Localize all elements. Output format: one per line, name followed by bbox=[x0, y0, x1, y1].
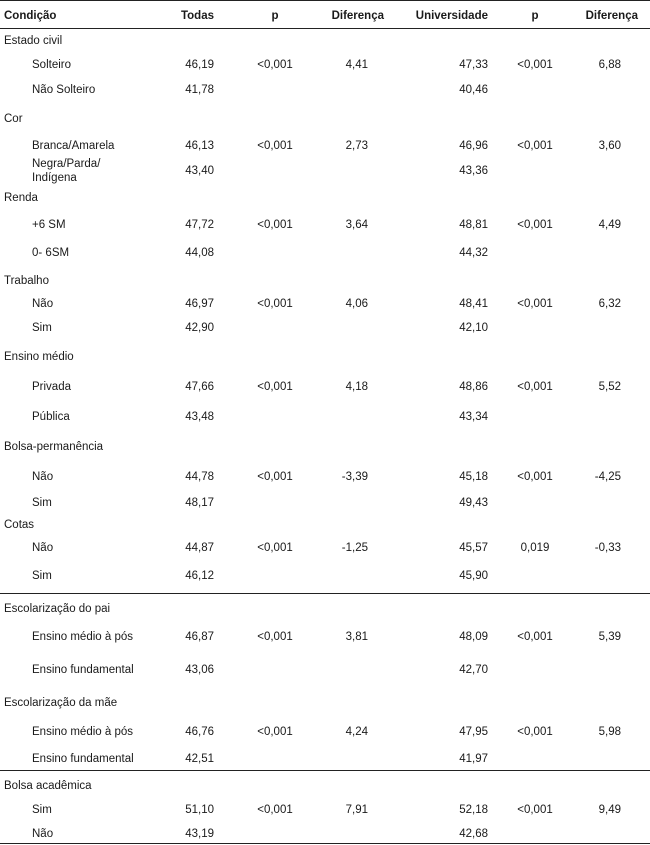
cell-todas: 47,66 bbox=[185, 381, 214, 393]
cell-p1: <0,001 bbox=[257, 804, 293, 816]
cell-todas: 47,72 bbox=[185, 219, 214, 231]
cell-todas: 46,87 bbox=[185, 631, 214, 643]
cell-dif1: 4,24 bbox=[345, 726, 368, 738]
cell-p2: <0,001 bbox=[517, 804, 553, 816]
cell-todas: 46,19 bbox=[185, 59, 214, 71]
row-label: Não Solteiro bbox=[32, 84, 96, 96]
group-label: Cotas bbox=[4, 519, 35, 531]
header-universidade: Universidade bbox=[415, 10, 488, 22]
cell-univ: 48,81 bbox=[459, 219, 488, 231]
row-label: Branca/Amarela bbox=[32, 140, 115, 152]
cell-todas: 46,97 bbox=[185, 298, 214, 310]
row-label-cont: Indígena bbox=[32, 172, 77, 184]
cell-p1: <0,001 bbox=[257, 542, 293, 554]
cell-todas: 48,17 bbox=[185, 497, 214, 509]
group-label: Escolarização do pai bbox=[4, 603, 111, 615]
cell-dif2: 6,32 bbox=[598, 298, 621, 310]
cell-p1: <0,001 bbox=[257, 140, 293, 152]
cell-dif2: 4,49 bbox=[598, 219, 621, 231]
cell-p2: <0,001 bbox=[517, 219, 553, 231]
cell-dif2: 5,39 bbox=[598, 631, 621, 643]
cell-p2: <0,001 bbox=[517, 298, 553, 310]
cell-p1: <0,001 bbox=[257, 726, 293, 738]
row-label: +6 SM bbox=[32, 219, 66, 231]
cell-univ: 43,34 bbox=[459, 411, 488, 423]
cell-p1: <0,001 bbox=[257, 298, 293, 310]
cell-p1: <0,001 bbox=[257, 471, 293, 483]
group-label: Escolarização da mãe bbox=[4, 697, 118, 709]
cell-univ: 42,70 bbox=[459, 664, 488, 676]
cell-dif2: -4,25 bbox=[594, 471, 621, 483]
cell-todas: 46,12 bbox=[185, 570, 214, 582]
cell-dif1: 7,91 bbox=[345, 804, 368, 816]
group-label: Estado civil bbox=[4, 35, 63, 47]
cell-univ: 41,97 bbox=[459, 753, 488, 765]
cell-dif1: -3,39 bbox=[341, 471, 368, 483]
cell-p2: <0,001 bbox=[517, 140, 553, 152]
row-label: Ensino médio à pós bbox=[32, 631, 134, 643]
section-rule bbox=[0, 593, 650, 594]
cell-univ: 47,95 bbox=[459, 726, 488, 738]
row-label: Não bbox=[32, 298, 54, 310]
cell-dif2: 6,88 bbox=[598, 59, 621, 71]
cell-univ: 43,36 bbox=[459, 165, 488, 177]
cell-dif1: 3,81 bbox=[345, 631, 368, 643]
row-label: Não bbox=[32, 828, 54, 840]
cell-dif2: 3,60 bbox=[598, 140, 621, 152]
section-rule bbox=[0, 770, 650, 771]
cell-p1: <0,001 bbox=[257, 219, 293, 231]
cell-dif1: 3,64 bbox=[345, 219, 368, 231]
header-todas: Todas bbox=[180, 10, 214, 22]
row-label: 0- 6SM bbox=[32, 247, 70, 259]
cell-todas: 44,87 bbox=[185, 542, 214, 554]
group-label: Cor bbox=[4, 113, 23, 125]
cell-todas: 46,13 bbox=[185, 140, 214, 152]
header-diferenca1: Diferença bbox=[331, 10, 384, 22]
cell-univ: 48,86 bbox=[459, 381, 488, 393]
cell-univ: 42,10 bbox=[459, 322, 488, 334]
cell-dif2: 9,49 bbox=[598, 804, 621, 816]
cell-todas: 43,40 bbox=[185, 165, 214, 177]
cell-todas: 43,06 bbox=[185, 664, 214, 676]
header-p2: p bbox=[531, 10, 539, 22]
row-label: Privada bbox=[32, 381, 71, 393]
row-label: Sim bbox=[32, 804, 52, 816]
cell-dif1: 4,41 bbox=[345, 59, 368, 71]
top-rule bbox=[0, 0, 650, 1]
cell-dif1: -1,25 bbox=[341, 542, 368, 554]
cell-univ: 45,18 bbox=[459, 471, 488, 483]
cell-todas: 41,78 bbox=[185, 84, 214, 96]
header-condicao: Condição bbox=[4, 10, 57, 22]
group-label: Bolsa acadêmica bbox=[4, 780, 92, 792]
row-label: Não bbox=[32, 542, 54, 554]
row-label: Ensino fundamental bbox=[32, 664, 134, 676]
cell-univ: 42,68 bbox=[459, 828, 488, 840]
row-label: Sim bbox=[32, 570, 52, 582]
header-rule bbox=[0, 28, 650, 29]
cell-dif1: 4,06 bbox=[345, 298, 368, 310]
cell-univ: 48,09 bbox=[459, 631, 488, 643]
cell-univ: 44,32 bbox=[459, 247, 488, 259]
cell-dif2: -0,33 bbox=[594, 542, 621, 554]
cell-univ: 46,96 bbox=[459, 140, 488, 152]
row-label: Ensino médio à pós bbox=[32, 726, 134, 738]
cell-p2: <0,001 bbox=[517, 381, 553, 393]
cell-todas: 46,76 bbox=[185, 726, 214, 738]
cell-p2: <0,001 bbox=[517, 726, 553, 738]
cell-univ: 45,57 bbox=[459, 542, 488, 554]
cell-univ: 48,41 bbox=[459, 298, 488, 310]
cell-univ: 47,33 bbox=[459, 59, 488, 71]
cell-todas: 42,51 bbox=[185, 753, 214, 765]
cell-todas: 44,78 bbox=[185, 471, 214, 483]
group-label: Trabalho bbox=[4, 275, 49, 287]
cell-dif2: 5,98 bbox=[598, 726, 621, 738]
row-label: Negra/Parda/ bbox=[32, 158, 101, 170]
cell-univ: 52,18 bbox=[459, 804, 488, 816]
cell-univ: 49,43 bbox=[459, 497, 488, 509]
cell-todas: 44,08 bbox=[185, 247, 214, 259]
cell-dif1: 4,18 bbox=[345, 381, 368, 393]
cell-p1: <0,001 bbox=[257, 631, 293, 643]
row-label: Sim bbox=[32, 322, 52, 334]
cell-todas: 43,19 bbox=[185, 828, 214, 840]
cell-todas: 42,90 bbox=[185, 322, 214, 334]
cell-todas: 51,10 bbox=[185, 804, 214, 816]
bottom-rule bbox=[0, 843, 650, 844]
cell-dif2: 5,52 bbox=[598, 381, 621, 393]
cell-p2: <0,001 bbox=[517, 631, 553, 643]
header-diferenca2: Diferença bbox=[585, 10, 638, 22]
row-label: Não bbox=[32, 471, 54, 483]
row-label: Sim bbox=[32, 497, 52, 509]
cell-p2: <0,001 bbox=[517, 59, 553, 71]
header-p1: p bbox=[271, 10, 279, 22]
cell-univ: 45,90 bbox=[459, 570, 488, 582]
row-label: Solteiro bbox=[32, 59, 71, 71]
row-label: Ensino fundamental bbox=[32, 753, 134, 765]
cell-univ: 40,46 bbox=[459, 84, 488, 96]
group-label: Renda bbox=[4, 192, 38, 204]
cell-p2: <0,001 bbox=[517, 471, 553, 483]
cell-p1: <0,001 bbox=[257, 59, 293, 71]
cell-dif1: 2,73 bbox=[345, 140, 368, 152]
group-label: Ensino médio bbox=[4, 351, 74, 363]
cell-todas: 43,48 bbox=[185, 411, 214, 423]
cell-p1: <0,001 bbox=[257, 381, 293, 393]
group-label: Bolsa-permanência bbox=[4, 441, 104, 453]
cell-p2: 0,019 bbox=[520, 542, 550, 554]
row-label: Pública bbox=[32, 411, 70, 423]
